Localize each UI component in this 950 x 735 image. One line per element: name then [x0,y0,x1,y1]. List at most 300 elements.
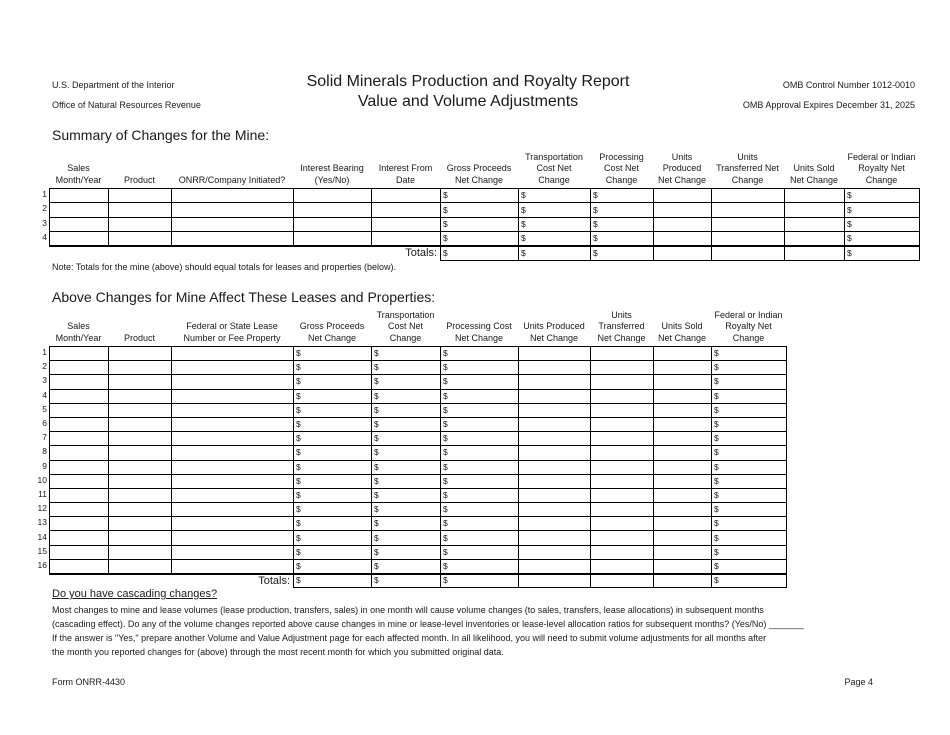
entry-cell[interactable] [519,417,591,431]
entry-cell[interactable] [109,488,172,502]
amount-cell[interactable]: $ [712,446,787,460]
entry-cell[interactable] [50,488,109,502]
entry-cell[interactable] [654,559,712,573]
total-cell[interactable] [785,246,845,260]
entry-cell[interactable] [712,189,785,203]
entry-cell[interactable] [591,503,654,517]
amount-cell[interactable]: $ [294,347,372,361]
entry-cell[interactable] [785,232,845,246]
entry-cell[interactable] [109,559,172,573]
entry-cell[interactable] [109,432,172,446]
entry-cell[interactable] [109,474,172,488]
entry-cell[interactable] [109,389,172,403]
amount-cell[interactable]: $ [712,375,787,389]
column-header: Gross Proceeds Net Change [446,163,512,185]
entry-cell[interactable] [172,232,294,246]
amount-cell[interactable]: $ [441,545,519,559]
entry-cell[interactable] [654,389,712,403]
entry-cell[interactable] [50,559,109,573]
total-cell[interactable]: $ [441,246,519,260]
entry-cell[interactable] [519,545,591,559]
entry-cell[interactable] [654,189,712,203]
amount-cell[interactable]: $ [712,488,787,502]
entry-cell[interactable] [654,503,712,517]
entry-cell[interactable] [50,203,109,217]
entry-cell[interactable] [109,417,172,431]
table-row [50,417,787,431]
entry-cell[interactable] [109,375,172,389]
amount-cell[interactable]: $ [372,403,441,417]
entry-cell[interactable] [172,474,294,488]
amount-cell[interactable]: $ [441,347,519,361]
table-row [50,460,787,474]
row-number: 2 [42,361,47,372]
row-number: 11 [38,489,47,499]
table-row [50,503,787,517]
column-header: Units Transferred Net Change [597,309,646,343]
row-number: 1 [42,189,47,199]
entry-cell[interactable] [519,488,591,502]
entry-cell[interactable] [172,446,294,460]
amount-cell[interactable]: $ [519,189,591,203]
amount-cell[interactable]: $ [294,488,372,502]
amount-cell[interactable]: $ [294,474,372,488]
entry-cell[interactable] [109,203,172,217]
entry-cell[interactable] [50,432,109,446]
amount-cell[interactable]: $ [519,232,591,246]
entry-cell[interactable] [172,545,294,559]
amount-cell[interactable]: $ [591,232,654,246]
entry-cell[interactable] [519,347,591,361]
cascading-text-line1: Most changes to mine and lease volumes (lease production, transfers, sales) in one month will cause volume changes (to sales, transfers, lease allocations) in subsequent months [52,605,764,615]
entry-cell[interactable] [519,403,591,417]
total-cell[interactable] [591,574,654,588]
entry-cell[interactable] [172,361,294,375]
amount-cell[interactable]: $ [441,203,519,217]
column-header: Transportation Cost Net Change [376,309,435,343]
table-row [50,232,920,246]
table-row [50,488,787,502]
row-number: 9 [42,460,47,471]
entry-cell[interactable] [172,531,294,545]
table-row [50,432,787,446]
entry-cell[interactable] [172,417,294,431]
amount-cell[interactable]: $ [845,203,920,217]
entry-cell[interactable] [519,503,591,517]
total-cell[interactable]: $ [591,246,654,260]
amount-cell[interactable]: $ [441,460,519,474]
entry-cell[interactable] [591,432,654,446]
total-cell[interactable]: $ [294,574,372,588]
amount-cell[interactable]: $ [372,517,441,531]
entry-cell[interactable] [50,217,109,231]
page-number: Page 4 [844,677,873,687]
amount-cell[interactable]: $ [441,361,519,375]
totals-row [50,246,920,260]
entry-cell[interactable] [109,531,172,545]
row-number: 14 [37,531,47,542]
amount-cell[interactable]: $ [372,488,441,502]
table-row [50,559,787,573]
cascading-text-line3: If the answer is "Yes," prepare another Volume and Value Adjustment page for each affected month. In all likelihood, you will need to submit volume adjustments for all months after [52,633,767,643]
column-header: Sales Month/Year [55,321,102,343]
row-number: 12 [37,503,47,514]
table-row [50,347,787,361]
total-cell[interactable] [654,246,712,260]
amount-cell[interactable]: $ [294,531,372,545]
entry-cell[interactable] [591,389,654,403]
table-row [50,389,787,403]
entry-cell[interactable] [591,417,654,431]
amount-cell[interactable]: $ [372,375,441,389]
amount-cell[interactable]: $ [845,189,920,203]
amount-cell[interactable]: $ [845,217,920,231]
entry-cell[interactable] [172,460,294,474]
totals-label: Totals: [50,574,294,588]
entry-cell[interactable] [172,488,294,502]
row-number: 16 [37,560,47,570]
column-header: Product [123,332,156,343]
entry-cell[interactable] [172,517,294,531]
form-number: Form ONRR-4430 [52,677,126,687]
amount-cell[interactable]: $ [372,347,441,361]
entry-cell[interactable] [172,389,294,403]
total-cell[interactable]: $ [845,246,920,260]
entry-cell[interactable] [654,432,712,446]
entry-cell[interactable] [591,347,654,361]
amount-cell[interactable]: $ [372,389,441,403]
entry-cell[interactable] [785,203,845,217]
entry-cell[interactable] [294,217,372,231]
amount-cell[interactable]: $ [294,545,372,559]
entry-cell[interactable] [50,403,109,417]
entry-cell[interactable] [109,217,172,231]
amount-cell[interactable]: $ [294,403,372,417]
entry-cell[interactable] [654,203,712,217]
amount-cell[interactable]: $ [845,232,920,246]
amount-cell[interactable]: $ [441,531,519,545]
entry-cell[interactable] [372,203,441,217]
amount-cell[interactable]: $ [441,488,519,502]
amount-cell[interactable]: $ [372,531,441,545]
total-cell[interactable] [654,574,712,588]
amount-cell[interactable]: $ [591,189,654,203]
column-header: Processing Cost Net Change [446,321,512,343]
omb-control-number: OMB Control Number 1012-0010 [782,80,915,90]
row-number: 8 [42,446,47,457]
total-cell[interactable] [519,574,591,588]
amount-cell[interactable]: $ [712,460,787,474]
form-subtitle: Value and Volume Adjustments [357,93,579,110]
amount-cell[interactable]: $ [712,389,787,403]
row-number: 3 [42,217,47,228]
column-header: Federal or State Lease Number or Fee Property [183,321,281,343]
entry-cell[interactable] [591,559,654,573]
form-title: Solid Minerals Production and Royalty Report [306,73,630,90]
entry-cell[interactable] [654,232,712,246]
column-header: Product [123,174,156,185]
amount-cell[interactable]: $ [294,517,372,531]
amount-cell[interactable]: $ [294,361,372,375]
amount-cell[interactable]: $ [519,203,591,217]
column-header: Federal or Indian Royalty Net Change [847,151,916,185]
amount-cell[interactable]: $ [372,460,441,474]
column-header: Units Produced Net Change [657,151,707,185]
entry-cell[interactable] [294,189,372,203]
amount-cell[interactable]: $ [712,559,787,573]
table-row [50,545,787,559]
entry-cell[interactable] [109,347,172,361]
amount-cell[interactable]: $ [712,531,787,545]
entry-cell[interactable] [372,189,441,203]
table-row [50,189,920,203]
entry-cell[interactable] [50,347,109,361]
entry-cell[interactable] [654,545,712,559]
column-header: Units Transferred Net Change [716,151,779,185]
row-number: 5 [42,403,47,414]
entry-cell[interactable] [519,474,591,488]
entry-cell[interactable] [109,189,172,203]
amount-cell[interactable]: $ [441,232,519,246]
lease-section-heading: Above Changes for Mine Affect These Leases and Properties: [52,289,436,305]
amount-cell[interactable]: $ [294,375,372,389]
amount-cell[interactable]: $ [441,375,519,389]
agency-name: U.S. Department of the Interior [52,80,175,90]
table-row [50,531,787,545]
row-number: 1 [42,347,47,357]
column-header: Units Sold Net Change [657,321,707,343]
entry-cell[interactable] [109,361,172,375]
entry-cell[interactable] [519,517,591,531]
amount-cell[interactable]: $ [441,403,519,417]
amount-cell[interactable]: $ [712,403,787,417]
amount-cell[interactable]: $ [294,503,372,517]
amount-cell[interactable]: $ [591,217,654,231]
row-number: 6 [42,418,47,428]
total-cell[interactable]: $ [519,246,591,260]
entry-cell[interactable] [50,503,109,517]
column-header: Interest Bearing (Yes/No) [300,163,364,185]
total-cell[interactable]: $ [712,574,787,588]
amount-cell[interactable]: $ [441,389,519,403]
entry-cell[interactable] [654,517,712,531]
amount-cell[interactable]: $ [372,432,441,446]
entry-cell[interactable] [712,217,785,231]
column-header: Gross Proceeds Net Change [299,321,365,343]
entry-cell[interactable] [654,361,712,375]
row-number: 10 [37,474,47,485]
entry-cell[interactable] [591,361,654,375]
cascading-text-line4: the month you reported changes for (above) through the most recent month for which you submitted original data. [52,647,504,657]
entry-cell[interactable] [294,203,372,217]
entry-cell[interactable] [519,531,591,545]
amount-cell[interactable]: $ [441,217,519,231]
entry-cell[interactable] [172,347,294,361]
total-cell[interactable] [712,246,785,260]
entry-cell[interactable] [654,474,712,488]
amount-cell[interactable]: $ [712,474,787,488]
amount-cell[interactable]: $ [519,217,591,231]
mine-totals-note: Note: Totals for the mine (above) should equal totals for leases and properties (below). [52,262,397,272]
entry-cell[interactable] [519,460,591,474]
amount-cell[interactable]: $ [441,474,519,488]
row-number: 15 [37,545,47,556]
entry-cell[interactable] [50,545,109,559]
entry-cell[interactable] [519,432,591,446]
row-number: 4 [42,389,47,400]
amount-cell[interactable]: $ [372,361,441,375]
entry-cell[interactable] [109,232,172,246]
entry-cell[interactable] [712,203,785,217]
column-header: Units Sold Net Change [789,163,839,185]
entry-cell[interactable] [50,389,109,403]
entry-cell[interactable] [50,460,109,474]
amount-cell[interactable]: $ [294,432,372,446]
table-row [50,203,920,217]
entry-cell[interactable] [50,531,109,545]
entry-cell[interactable] [519,559,591,573]
entry-cell[interactable] [50,361,109,375]
amount-cell[interactable]: $ [712,545,787,559]
row-number: 3 [42,375,47,386]
amount-cell[interactable]: $ [712,361,787,375]
entry-cell[interactable] [109,503,172,517]
total-cell[interactable]: $ [441,574,519,588]
table-row [50,474,787,488]
entry-cell[interactable] [591,531,654,545]
totals-label: Totals: [50,246,441,260]
entry-cell[interactable] [172,432,294,446]
entry-cell[interactable] [50,375,109,389]
entry-cell[interactable] [50,189,109,203]
entry-cell[interactable] [172,217,294,231]
entry-cell[interactable] [519,389,591,403]
amount-cell[interactable]: $ [441,417,519,431]
table-row [50,361,787,375]
entry-cell[interactable] [654,460,712,474]
column-header: Interest From Date [378,163,433,185]
entry-cell[interactable] [712,232,785,246]
entry-cell[interactable] [50,417,109,431]
entry-cell[interactable] [109,545,172,559]
entry-cell[interactable] [50,446,109,460]
column-header: Sales Month/Year [55,163,102,185]
column-header: Federal or Indian Royalty Net Change [714,309,783,343]
amount-cell[interactable]: $ [294,389,372,403]
omb-expiration: OMB Approval Expires December 31, 2025 [742,100,915,110]
amount-cell[interactable]: $ [712,432,787,446]
entry-cell[interactable] [372,232,441,246]
entry-cell[interactable] [654,531,712,545]
entry-cell[interactable] [109,517,172,531]
amount-cell[interactable]: $ [441,517,519,531]
entry-cell[interactable] [654,417,712,431]
entry-cell[interactable] [172,375,294,389]
amount-cell[interactable]: $ [294,460,372,474]
entry-cell[interactable] [109,446,172,460]
entry-cell[interactable] [519,375,591,389]
amount-cell[interactable]: $ [441,189,519,203]
amount-cell[interactable]: $ [441,503,519,517]
entry-cell[interactable] [50,517,109,531]
entry-cell[interactable] [654,488,712,502]
entry-cell[interactable] [654,375,712,389]
lease-changes-table [49,346,787,588]
entry-cell[interactable] [654,217,712,231]
amount-cell[interactable]: $ [294,417,372,431]
entry-cell[interactable] [372,217,441,231]
amount-cell[interactable]: $ [372,417,441,431]
amount-cell[interactable]: $ [441,446,519,460]
amount-cell[interactable]: $ [441,559,519,573]
entry-cell[interactable] [172,403,294,417]
entry-cell[interactable] [519,446,591,460]
total-cell[interactable]: $ [372,574,441,588]
amount-cell[interactable]: $ [294,559,372,573]
row-number: 2 [42,203,47,214]
mine-section-heading: Summary of Changes for the Mine: [52,127,270,143]
totals-row [50,574,787,588]
entry-cell[interactable] [591,460,654,474]
amount-cell[interactable]: $ [372,545,441,559]
amount-cell[interactable]: $ [372,503,441,517]
entry-cell[interactable] [591,488,654,502]
row-number: 13 [37,517,47,528]
entry-cell[interactable] [519,361,591,375]
entry-cell[interactable] [591,545,654,559]
entry-cell[interactable] [654,403,712,417]
amount-cell[interactable]: $ [712,517,787,531]
amount-cell[interactable]: $ [372,474,441,488]
column-header: Processing Cost Net Change [599,151,644,185]
row-number: 7 [42,432,47,443]
entry-cell[interactable] [654,347,712,361]
amount-cell[interactable]: $ [294,446,372,460]
amount-cell[interactable]: $ [712,347,787,361]
table-row [50,517,787,531]
entry-cell[interactable] [172,189,294,203]
amount-cell[interactable]: $ [712,503,787,517]
table-row [50,446,787,460]
cascading-text-line2: (cascading effect). Do any of the volume changes reported above cause changes in mine or lease-level inventories or lease-level allocation ratios for subsequent months? (Yes/No) _______ [52,619,804,629]
entry-cell[interactable] [172,559,294,573]
amount-cell[interactable]: $ [372,446,441,460]
entry-cell[interactable] [294,232,372,246]
entry-cell[interactable] [172,203,294,217]
entry-cell[interactable] [654,446,712,460]
entry-cell[interactable] [591,474,654,488]
amount-cell[interactable]: $ [372,559,441,573]
entry-cell[interactable] [109,403,172,417]
table-row [50,403,787,417]
table-row [50,375,787,389]
column-header: Transportation Cost Net Change [525,151,583,185]
entry-cell[interactable] [172,503,294,517]
entry-cell[interactable] [109,460,172,474]
entry-cell[interactable] [591,375,654,389]
entry-cell[interactable] [785,217,845,231]
entry-cell[interactable] [591,517,654,531]
entry-cell[interactable] [50,474,109,488]
entry-cell[interactable] [50,232,109,246]
column-header: ONRR/Company Initiated? [178,174,286,185]
amount-cell[interactable]: $ [441,432,519,446]
entry-cell[interactable] [591,446,654,460]
amount-cell[interactable]: $ [591,203,654,217]
amount-cell[interactable]: $ [712,417,787,431]
entry-cell[interactable] [785,189,845,203]
entry-cell[interactable] [591,403,654,417]
